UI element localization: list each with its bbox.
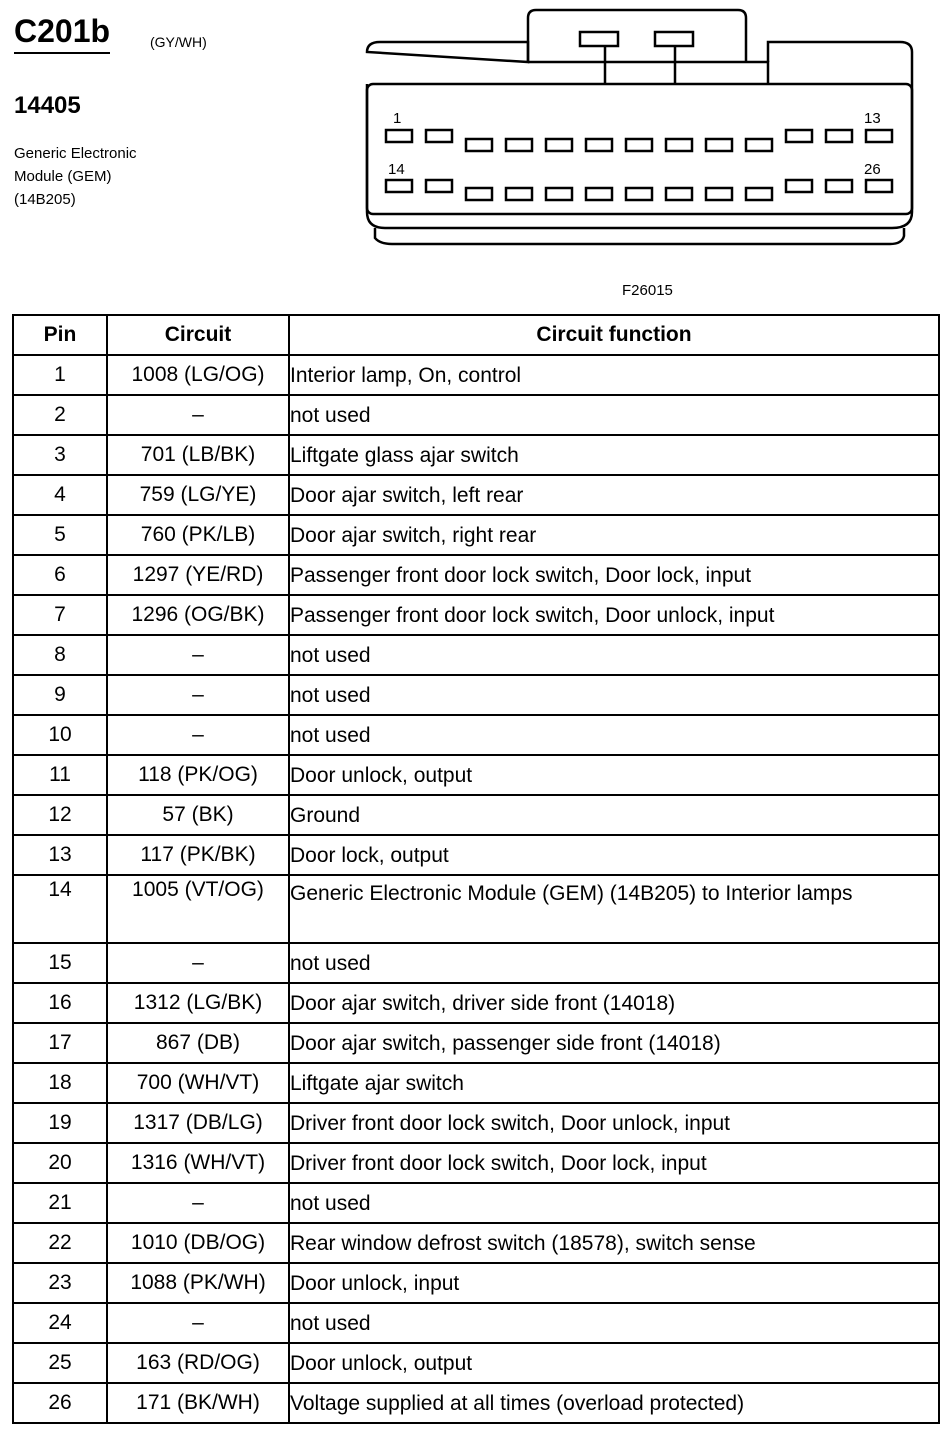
- table-row: [13, 1383, 939, 1423]
- table-row: [13, 1303, 939, 1343]
- pin-cell: 10: [13, 715, 107, 755]
- pin-cell: 18: [13, 1063, 107, 1103]
- table-row: [13, 1063, 939, 1103]
- pin-cavity: [466, 188, 492, 200]
- pin-label: 14: [388, 161, 405, 178]
- latch-rail: [605, 46, 675, 84]
- function-cell: Liftgate glass ajar switch: [289, 435, 939, 475]
- circuit-cell: 1317 (DB/LG): [107, 1103, 289, 1143]
- table-row: [13, 1103, 939, 1143]
- circuit-cell: –: [107, 1303, 289, 1343]
- table-row: [13, 943, 939, 983]
- circuit-cell: 759 (LG/YE): [107, 475, 289, 515]
- table-row: [13, 983, 939, 1023]
- pin-cell: 5: [13, 515, 107, 555]
- pin-cavity: [386, 180, 412, 192]
- bottom-flange: [375, 228, 904, 244]
- circuit-cell: –: [107, 635, 289, 675]
- table-row: [13, 1183, 939, 1223]
- function-cell: Door ajar switch, driver side front (14018): [289, 983, 939, 1023]
- circuit-cell: 701 (LB/BK): [107, 435, 289, 475]
- pin-cell: 7: [13, 595, 107, 635]
- pin-cell: 16: [13, 983, 107, 1023]
- circuit-cell: 700 (WH/VT): [107, 1063, 289, 1103]
- table-row: [13, 515, 939, 555]
- pin-cavity: [706, 139, 732, 151]
- pin-cavity: [546, 188, 572, 200]
- table-row: [13, 555, 939, 595]
- column-header-pin: Pin: [13, 315, 107, 355]
- table-row: [13, 1343, 939, 1383]
- pin-cell: 17: [13, 1023, 107, 1063]
- function-cell: Driver front door lock switch, Door lock, input: [289, 1143, 939, 1183]
- pin-cell: 15: [13, 943, 107, 983]
- pin-cavity: [866, 130, 892, 142]
- pin-cavity: [546, 139, 572, 151]
- circuit-cell: 1297 (YE/RD): [107, 555, 289, 595]
- circuit-cell: –: [107, 395, 289, 435]
- pin-cavity: [506, 188, 532, 200]
- table-row: [13, 635, 939, 675]
- pin-cavity: [706, 188, 732, 200]
- pin-label: 13: [864, 110, 881, 127]
- connector-color: (GY/WH): [150, 34, 207, 50]
- function-cell: not used: [289, 635, 939, 675]
- table-header-row: [13, 315, 939, 355]
- column-header-function: Circuit function: [289, 315, 939, 355]
- function-cell: not used: [289, 395, 939, 435]
- circuit-cell: 1088 (PK/WH): [107, 1263, 289, 1303]
- pin-cell: 6: [13, 555, 107, 595]
- pin-table: [12, 314, 940, 1424]
- pin-cell: 21: [13, 1183, 107, 1223]
- function-cell: Passenger front door lock switch, Door lock, input: [289, 555, 939, 595]
- circuit-cell: 163 (RD/OG): [107, 1343, 289, 1383]
- pin-cell: 11: [13, 755, 107, 795]
- circuit-cell: 118 (PK/OG): [107, 755, 289, 795]
- circuit-cell: 760 (PK/LB): [107, 515, 289, 555]
- pin-cell: 13: [13, 835, 107, 875]
- circuit-cell: –: [107, 675, 289, 715]
- latch: [655, 32, 693, 46]
- figure-id: F26015: [622, 282, 673, 299]
- table-row: [13, 675, 939, 715]
- pin-cavity: [426, 180, 452, 192]
- latch: [580, 32, 618, 46]
- pin-cell: 14: [13, 875, 107, 943]
- function-cell: not used: [289, 1183, 939, 1223]
- function-cell: Door unlock, output: [289, 1343, 939, 1383]
- pin-cell: 3: [13, 435, 107, 475]
- connector-id: C201b: [14, 14, 110, 54]
- pin-cavity: [626, 139, 652, 151]
- pin-cell: 24: [13, 1303, 107, 1343]
- pin-cell: 12: [13, 795, 107, 835]
- pin-cell: 26: [13, 1383, 107, 1423]
- pin-cavity: [746, 139, 772, 151]
- connector-face: [367, 84, 912, 214]
- circuit-cell: 171 (BK/WH): [107, 1383, 289, 1423]
- pin-cavity: [866, 180, 892, 192]
- pin-cell: 4: [13, 475, 107, 515]
- circuit-cell: 867 (DB): [107, 1023, 289, 1063]
- pin-cell: 19: [13, 1103, 107, 1143]
- circuit-cell: 1296 (OG/BK): [107, 595, 289, 635]
- function-cell: not used: [289, 943, 939, 983]
- pin-cell: 9: [13, 675, 107, 715]
- function-cell: Door ajar switch, passenger side front (14018): [289, 1023, 939, 1063]
- table-row: [13, 435, 939, 475]
- pin-cavity: [386, 130, 412, 142]
- pin-cavity: [746, 188, 772, 200]
- function-cell: Passenger front door lock switch, Door unlock, input: [289, 595, 939, 635]
- function-cell: not used: [289, 715, 939, 755]
- pin-cavity: [666, 188, 692, 200]
- function-cell: Door unlock, output: [289, 755, 939, 795]
- table-row: [13, 795, 939, 835]
- function-cell: not used: [289, 1303, 939, 1343]
- pin-cavity: [786, 130, 812, 142]
- circuit-cell: 1312 (LG/BK): [107, 983, 289, 1023]
- circuit-cell: 57 (BK): [107, 795, 289, 835]
- table-row: [13, 715, 939, 755]
- function-cell: Liftgate ajar switch: [289, 1063, 939, 1103]
- pin-cavity: [786, 180, 812, 192]
- pin-cavity: [426, 130, 452, 142]
- pin-cavity: [586, 188, 612, 200]
- circuit-cell: 1008 (LG/OG): [107, 355, 289, 395]
- circuit-cell: –: [107, 1183, 289, 1223]
- circuit-cell: 117 (PK/BK): [107, 835, 289, 875]
- pin-cell: 8: [13, 635, 107, 675]
- pin-cavity: [626, 188, 652, 200]
- function-cell: Door unlock, input: [289, 1263, 939, 1303]
- pin-cell: 23: [13, 1263, 107, 1303]
- connector-face-diagram: [0, 0, 950, 300]
- function-cell: Door ajar switch, left rear: [289, 475, 939, 515]
- function-cell: Driver front door lock switch, Door unlock, input: [289, 1103, 939, 1143]
- locking-tab: [528, 10, 746, 62]
- function-cell: Rear window defrost switch (18578), switch sense: [289, 1223, 939, 1263]
- function-cell: Generic Electronic Module (GEM) (14B205) to Interior lamps: [289, 875, 939, 943]
- table-row: [13, 1143, 939, 1183]
- circuit-cell: –: [107, 715, 289, 755]
- table-row: [13, 835, 939, 875]
- pin-cell: 2: [13, 395, 107, 435]
- circuit-cell: 1005 (VT/OG): [107, 875, 289, 943]
- table-row: [13, 875, 939, 943]
- pin-cell: 1: [13, 355, 107, 395]
- pin-label: 1: [393, 110, 402, 127]
- pin-cell: 25: [13, 1343, 107, 1383]
- table-row: [13, 1263, 939, 1303]
- part-number: 14405: [14, 92, 81, 119]
- pin-cavity: [826, 130, 852, 142]
- table-row: [13, 475, 939, 515]
- description-line: Module (GEM): [14, 168, 112, 185]
- function-cell: Door lock, output: [289, 835, 939, 875]
- function-cell: not used: [289, 675, 939, 715]
- table-row: [13, 1023, 939, 1063]
- circuit-cell: 1010 (DB/OG): [107, 1223, 289, 1263]
- pin-cavity: [466, 139, 492, 151]
- pin-cavity: [506, 139, 532, 151]
- function-cell: Voltage supplied at all times (overload protected): [289, 1383, 939, 1423]
- pin-label: 26: [864, 161, 881, 178]
- description-line: (14B205): [14, 191, 76, 208]
- pin-cell: 22: [13, 1223, 107, 1263]
- function-cell: Ground: [289, 795, 939, 835]
- table-row: [13, 355, 939, 395]
- shell-top: [528, 62, 768, 84]
- description-line: Generic Electronic: [14, 145, 137, 162]
- function-cell: Door ajar switch, right rear: [289, 515, 939, 555]
- circuit-cell: 1316 (WH/VT): [107, 1143, 289, 1183]
- table-row: [13, 595, 939, 635]
- table-row: [13, 1223, 939, 1263]
- pin-cell: 20: [13, 1143, 107, 1183]
- function-cell: Interior lamp, On, control: [289, 355, 939, 395]
- table-row: [13, 755, 939, 795]
- circuit-cell: –: [107, 943, 289, 983]
- pin-cavity: [666, 139, 692, 151]
- pin-cavity: [826, 180, 852, 192]
- column-header-circuit: Circuit: [107, 315, 289, 355]
- pin-cavity: [586, 139, 612, 151]
- table-row: [13, 395, 939, 435]
